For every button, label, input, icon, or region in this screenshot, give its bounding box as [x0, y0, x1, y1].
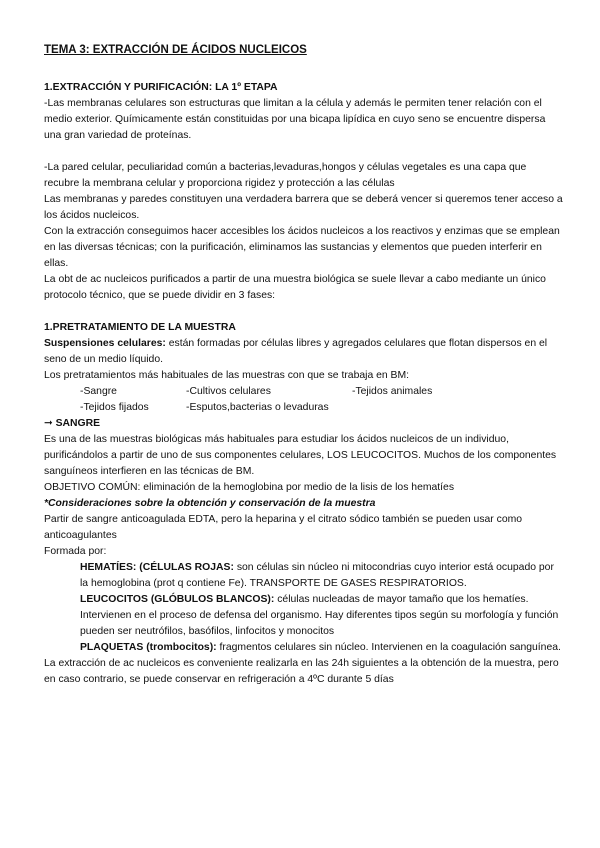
paragraph-barrera: Las membranas y paredes constituyen una verdadera barrera que se deberá vencer si queremos tener acceso a los ácidos nucleicos.: [44, 194, 563, 221]
leucocitos-text: células nucleadas de mayor tamaño que los hematíes. Intervienen en el proceso de defensa del organismo. Hay diferentes tipos según su morfología y función pueden ser neutrófilos, basófilos, linfocitos y monocitos: [80, 594, 559, 637]
paragraph-sangre: Es una de las muestras biológicas más habituales para estudiar los ácidos nucleicos de un individuo, purificándolos a partir de uno de sus componentes celulares, LOS LEUCOCITOS. Muchos de los componentes sanguíneos interfieren en las técnicas de BM.: [44, 434, 557, 477]
hematies-label: HEMATÍES: (CÉLULAS ROJAS:: [80, 562, 234, 573]
paragraph-extraccion: Con la extracción conseguimos hacer accesibles los ácidos nucleicos a los reactivos y enzimas que se emplean en las diversas técnicas; con la purificación, eliminamos las sustancias y elementos que pueden interferir en ellas.: [44, 226, 560, 269]
formada-por-label: Formada por:: [44, 546, 107, 557]
paragraph-objetivo: OBJETIVO COMÚN: eliminación de la hemoglobina por medio de la lisis de los hematíes: [44, 482, 455, 493]
suspensiones-label: Suspensiones celulares:: [44, 338, 166, 349]
sample-item: -Sangre: [80, 386, 117, 397]
component-hematies: [80, 560, 564, 592]
paragraph-pared-celular: -La pared celular, peculiaridad común a bacterias,levaduras,hongos y células vegetales es una capa que recubre la membrana celular y proporciona rigidez y protección a las células: [44, 162, 527, 189]
plaquetas-label: PLAQUETAS (trombocitos):: [80, 642, 217, 653]
sangre-heading-label: SANGRE: [55, 418, 101, 429]
consideraciones-heading: *Consideraciones sobre la obtención y conservación de la muestra: [44, 498, 376, 509]
arrow-right-icon: ➞: [44, 418, 53, 429]
paragraph-pretratamientos: Los pretratamientos más habituales de las muestras con que se trabaja en BM:: [44, 370, 410, 381]
paragraph-obtencion: La obt de ac nucleicos purificados a partir de una muestra biológica se suele llevar a cabo mediante un único protocolo técnico, que se puede dividir en 3 fases:: [44, 274, 546, 301]
suspensiones-text: están formadas por células libres y agregados celulares que flotan dispersos en el seno de un medio líquido.: [44, 338, 548, 365]
leucocitos-label: LEUCOCITOS (GLÓBULOS BLANCOS):: [80, 594, 275, 605]
section-heading-pretratamiento: 1.PRETRATAMIENTO DE LA MUESTRA: [44, 322, 236, 333]
sample-item: -Esputos,bacterias o levaduras: [186, 402, 329, 413]
paragraph-conservacion: La extracción de ac nucleicos es conveniente realizarla en las 24h siguientes a la obtención de la muestra, pero en caso contrario, se puede conservar en refrigeración a 4ºC durante 5 días: [44, 658, 559, 685]
document-body: [44, 80, 564, 688]
section-heading-extraccion: 1.EXTRACCIÓN Y PURIFICACIÓN: LA 1º ETAPA: [44, 82, 278, 93]
page-title: TEMA 3: EXTRACCIÓN DE ÁCIDOS NUCLEICOS: [44, 44, 307, 56]
samples-list: [44, 384, 564, 416]
paragraph-membranas: -Las membranas celulares son estructuras que limitan a la célula y además le permiten tener relación con el medio exterior. Químicamente están constituidas por una bicapa lipídica en cuyo seno se encuentre dispersa una gran variedad de proteínas.: [44, 98, 546, 141]
sample-item: -Tejidos fijados: [80, 402, 149, 413]
plaquetas-text: fragmentos celulares sin núcleo. Intervienen en la coagulación sanguínea.: [216, 642, 561, 653]
sample-item: -Tejidos animales: [352, 386, 433, 397]
paragraph-consideraciones: Partir de sangre anticoagulada EDTA, pero la heparina y el citrato sódico también se pueden usar como anticoagulantes: [44, 514, 523, 541]
hematies-text: son células sin núcleo ni mitocondrias cuyo interior está ocupado por la hemoglobina (prot q contiene Fe). TRANSPORTE DE GASES RESPIRATORIOS.: [80, 562, 554, 589]
component-plaquetas: [80, 640, 564, 656]
paragraph-suspensiones: [44, 336, 564, 368]
sample-item: -Cultivos celulares: [186, 386, 271, 397]
component-leucocitos: [80, 592, 564, 640]
sangre-heading: [44, 416, 564, 432]
blood-components: [44, 560, 564, 656]
